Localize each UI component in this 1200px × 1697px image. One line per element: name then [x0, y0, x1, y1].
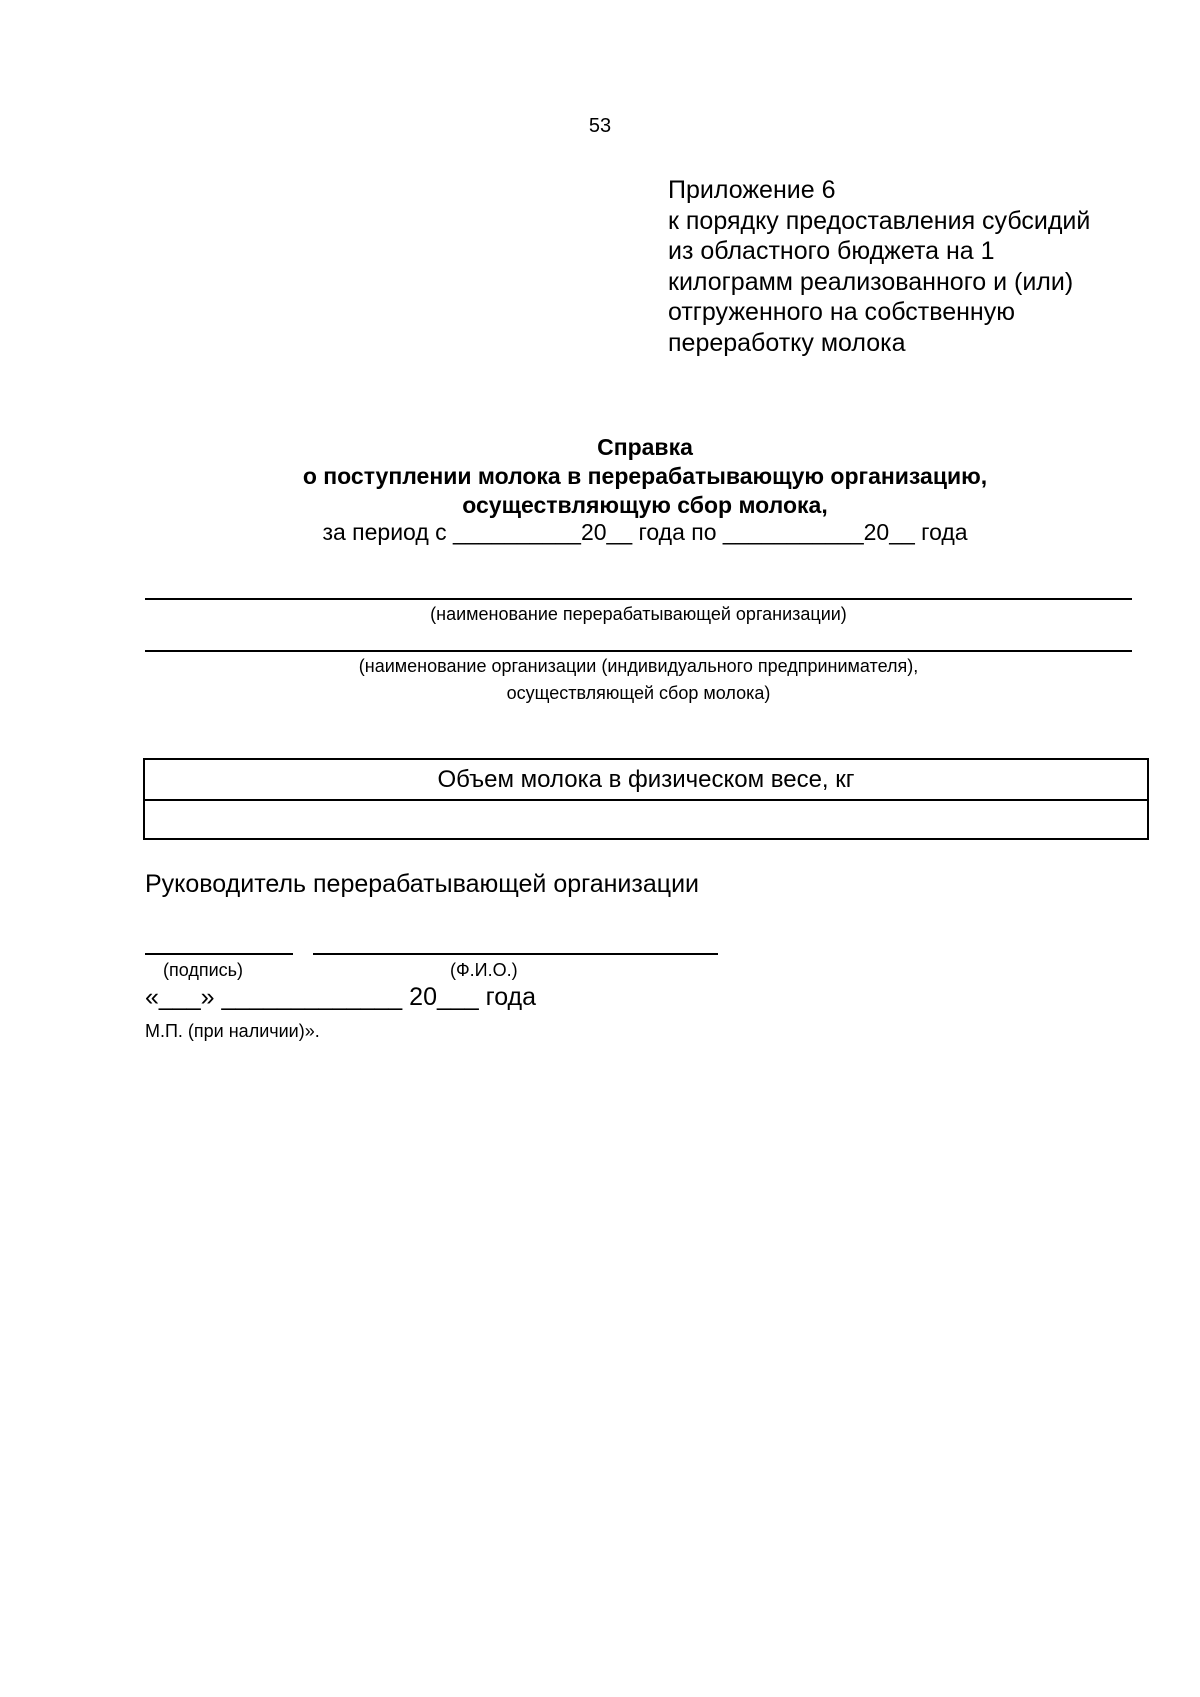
appendix-line: отгруженного на собственную: [668, 298, 1015, 326]
table-header-row: [144, 759, 1148, 800]
page-number: 53: [588, 115, 612, 137]
head-of-organization-label: Руководитель перерабатывающей организации: [145, 870, 700, 898]
appendix-line: Приложение 6: [668, 176, 836, 204]
collector-org-field-line[interactable]: [145, 650, 1132, 652]
milk-volume-value-cell[interactable]: [144, 800, 1148, 839]
period-line: за период с __________20__ года по ___________20__ года: [322, 519, 968, 545]
seal-note: М.П. (при наличии)».: [145, 1021, 320, 1041]
full-name-field-line[interactable]: [313, 953, 718, 955]
appendix-block: [668, 175, 1168, 358]
collector-org-caption-line-2: осуществляющей сбор молока): [506, 683, 771, 703]
processing-org-field-line[interactable]: [145, 598, 1132, 600]
processing-org-caption: (наименование перерабатывающей организации): [430, 604, 847, 624]
appendix-line: из областного бюджета на 1: [668, 237, 995, 265]
appendix-line: килограмм реализованного и (или): [668, 267, 1074, 296]
full-name-caption: (Ф.И.О.): [450, 960, 518, 980]
document-title: Справка: [597, 434, 693, 460]
appendix-line: переработку молока: [668, 328, 906, 357]
signature-field-line[interactable]: [145, 953, 293, 955]
table-header-cell: [144, 759, 1148, 800]
date-line: «___» _____________ 20___ года: [145, 983, 537, 1011]
document-subtitle-line-1: о поступлении молока в перерабатывающую организацию,: [302, 463, 988, 489]
collector-org-caption-line-1: (наименование организации (индивидуального предпринимателя),: [358, 656, 919, 676]
signature-caption: (подпись): [163, 960, 244, 980]
table-header-label: Объем молока в физическом весе, кг: [437, 765, 855, 793]
table-row: [144, 800, 1148, 839]
document-subtitle-line-2: осуществляющую сбор молока,: [462, 492, 828, 518]
milk-volume-table: [143, 758, 1149, 840]
appendix-line: к порядку предоставления субсидий: [668, 206, 1091, 235]
